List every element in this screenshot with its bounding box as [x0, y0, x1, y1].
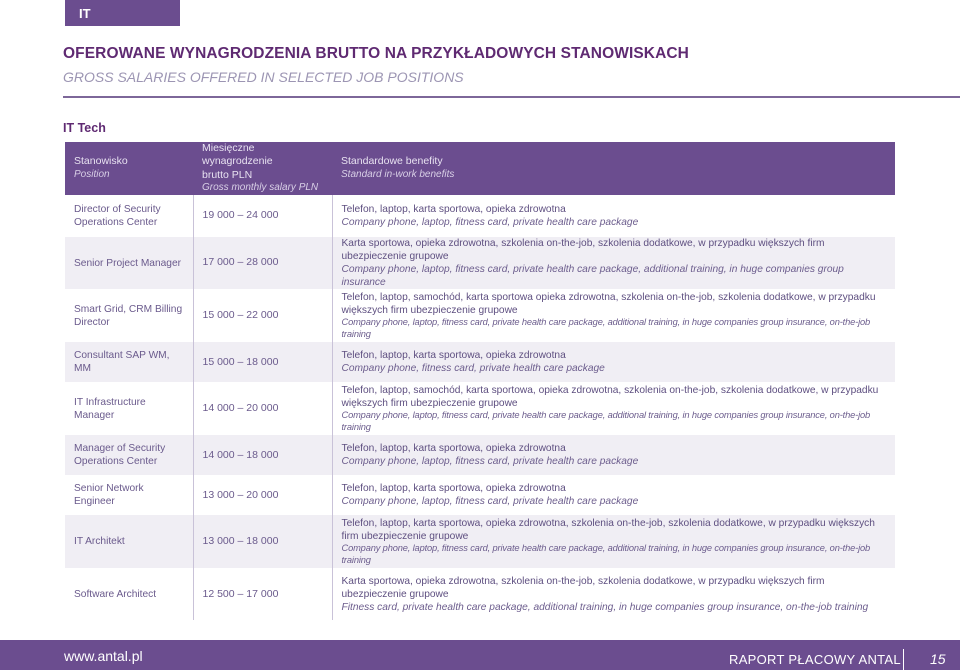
benefits-cell — [332, 515, 895, 568]
position-cell: Director of Security Operations Center — [65, 195, 193, 237]
benefits-en: Company phone, laptop, fitness card, private health care package, additional training, in huge companies group insurance, on-the-job training — [341, 542, 871, 565]
category-tab: IT — [65, 0, 180, 26]
benefits-pl: Telefon, laptop, samochód, karta sportowa opieka zdrowotna, szkolenia on-the-job, szkolenia dodatkowe, w przypadku większych firm ubezpieczenie grupowe — [341, 291, 876, 316]
footer-website-link[interactable]: www.antal.pl — [64, 648, 143, 664]
footer-report-title: RAPORT PŁACOWY ANTAL — [729, 652, 901, 667]
benefits-cell — [332, 195, 895, 237]
salary-cell: 13 000 – 18 000 — [193, 515, 332, 568]
table-row — [65, 382, 895, 435]
position-cell: Smart Grid, CRM Billing Director — [65, 289, 193, 342]
salary-table — [65, 142, 895, 620]
section-title: IT Tech — [63, 121, 106, 135]
benefits-pl: Telefon, laptop, karta sportowa, opieka zdrowotna — [341, 350, 566, 362]
page-number: 15 — [930, 651, 946, 667]
header-benefits-en: Standard in-work benefits — [341, 168, 455, 180]
position-cell: IT Infrastructure Manager — [65, 382, 193, 435]
benefits-pl: Telefon, laptop, karta sportowa, opieka zdrowotna — [341, 204, 566, 216]
salary-cell: 17 000 – 28 000 — [193, 237, 332, 289]
benefits-en: Fitness card, private health care package, additional training, in huge companies group insurance, on-the-job training — [341, 601, 869, 613]
salary-cell: 14 000 – 18 000 — [193, 435, 332, 475]
benefits-en: Company phone, laptop, fitness card, private health care package, additional training, in huge companies group insurance — [341, 264, 844, 289]
header-salary-pl-2: brutto PLN — [202, 168, 253, 181]
benefits-cell — [332, 342, 895, 382]
table-row — [65, 342, 895, 382]
benefits-pl: Telefon, laptop, karta sportowa, opieka zdrowotna — [341, 483, 566, 495]
header-salary-pl-1: Miesięczne wynagrodzenie — [202, 142, 273, 168]
position-cell: Manager of Security Operations Center — [65, 435, 193, 475]
header-position — [65, 142, 193, 195]
page-footer — [0, 640, 960, 670]
salary-cell: 15 000 – 18 000 — [193, 342, 332, 382]
page-subtitle: GROSS SALARIES OFFERED IN SELECTED JOB POSITIONS — [63, 69, 464, 85]
page-title: OFEROWANE WYNAGRODZENIA BRUTTO NA PRZYKŁADOWYCH STANOWISKACH — [63, 45, 689, 62]
benefits-pl: Telefon, laptop, karta sportowa, opieka zdrowotna — [341, 443, 566, 455]
benefits-en: Company phone, laptop, fitness card, private health care package, additional training, in huge companies group insurance, on-the-job training — [341, 409, 871, 432]
header-benefits — [332, 142, 895, 195]
benefits-cell — [332, 382, 895, 435]
footer-divider — [903, 649, 904, 670]
salary-cell: 12 500 – 17 000 — [193, 568, 332, 620]
salary-cell: 13 000 – 20 000 — [193, 475, 332, 515]
benefits-en: Company phone, laptop, fitness card, private health care package — [341, 496, 639, 508]
header-position-en: Position — [74, 168, 110, 180]
header-benefits-pl: Standardowe benefity — [341, 155, 443, 168]
position-cell: Senior Project Manager — [65, 237, 193, 289]
table-row — [65, 195, 895, 237]
benefits-en: Company phone, laptop, fitness card, private health care package — [341, 456, 639, 468]
benefits-en: Company phone, laptop, fitness card, private health care package — [341, 217, 639, 229]
benefits-pl: Telefon, laptop, samochód, karta sportowa, opieka zdrowotna, szkolenia on-the-job, szkolenia dodatkowe, w przypadku większych firm ubezpieczenie grupowe — [341, 384, 879, 409]
benefits-pl: Telefon, laptop, karta sportowa, opieka zdrowotna, szkolenia on-the-job, szkolenia dodatkowe, w przypadku większych firm ubezpieczenie grupowe — [341, 517, 875, 542]
benefits-pl: Karta sportowa, opieka zdrowotna, szkolenia on-the-job, szkolenia dodatkowe, w przypadku większych firm ubezpieczenie grupowe — [341, 238, 825, 263]
benefits-cell — [332, 237, 895, 289]
table-row — [65, 475, 895, 515]
table-row — [65, 435, 895, 475]
table-row — [65, 289, 895, 342]
table-row — [65, 515, 895, 568]
header-salary — [193, 142, 332, 195]
benefits-en: Company phone, fitness card, private health care package — [341, 363, 605, 375]
salary-cell: 19 000 – 24 000 — [193, 195, 332, 237]
table-header-row — [65, 142, 895, 195]
position-cell: Consultant SAP WM, MM — [65, 342, 193, 382]
salary-cell: 14 000 – 20 000 — [193, 382, 332, 435]
position-cell: IT Architekt — [65, 515, 193, 568]
salary-cell: 15 000 – 22 000 — [193, 289, 332, 342]
header-salary-en: Gross monthly salary PLN — [202, 182, 319, 194]
position-cell: Software Architect — [65, 568, 193, 620]
table-row — [65, 568, 895, 620]
header-position-pl: Stanowisko — [74, 155, 128, 168]
benefits-pl: Karta sportowa, opieka zdrowotna, szkolenia on-the-job, szkolenia dodatkowe, w przypadku większych firm ubezpieczenie grupowe — [341, 575, 825, 600]
benefits-cell — [332, 475, 895, 515]
title-divider — [63, 96, 960, 98]
benefits-cell — [332, 289, 895, 342]
benefits-cell — [332, 568, 895, 620]
benefits-cell — [332, 435, 895, 475]
table-row — [65, 237, 895, 289]
position-cell: Senior Network Engineer — [65, 475, 193, 515]
benefits-en: Company phone, laptop, fitness card, private health care package, additional training, in huge companies group insurance, on-the-job training — [341, 316, 871, 339]
